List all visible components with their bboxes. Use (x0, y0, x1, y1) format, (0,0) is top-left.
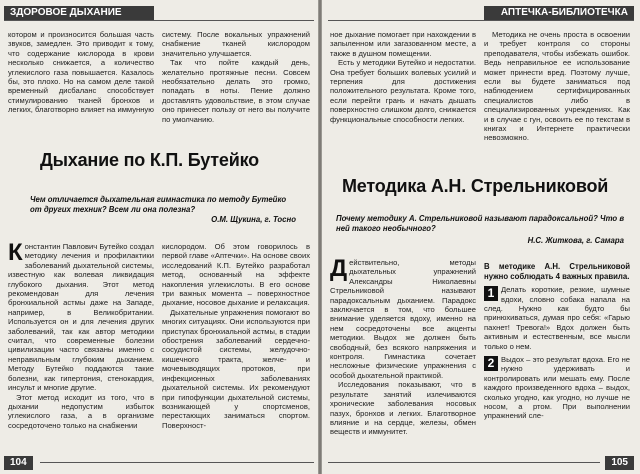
article-column-1 (8, 239, 154, 430)
page-number: 104 (4, 456, 33, 470)
paragraph: Этот метод исходит из того, что в дыхании недопустим избыток углекислого газа, а в организме сосредоточено только на снабжении (8, 392, 154, 430)
continued-text-column-2 (484, 30, 630, 143)
header-rule (4, 20, 314, 21)
paragraph: ное дыхание помогает при нахождении в запыленном или загазованном месте, а также в душном помещении. (330, 30, 476, 58)
header-rule (328, 20, 634, 21)
continued-text-column-1 (330, 30, 476, 124)
footer-rule (40, 462, 314, 463)
question-author: Н.С. Житкова, г. Самара (527, 236, 624, 245)
article-column-1 (330, 255, 476, 437)
question-author: О.М. Щукина, г. Тосно (211, 215, 296, 224)
rules-sidebar (484, 262, 630, 421)
section-header: ЗДОРОВОЕ ДЫХАНИЕ (4, 6, 154, 20)
section-header: АПТЕЧКА-БИБЛИОТЕЧКА (484, 6, 634, 20)
drop-cap: К (8, 239, 23, 266)
continued-text-column-2 (162, 30, 310, 124)
rule-text: Делать короткие, резкие, шумные вдохи, словно собака напала на след. Нужно как будто бы принюхиваться, думая про себя: «Гарью пахнет! Тревога!» Вдох должен быть активным и естественным, все мысли только о нем. (484, 285, 630, 351)
right-page (322, 0, 640, 474)
footer-rule (328, 462, 600, 463)
rule-text: Выдох – это результат вдоха. Его не нужно удерживать и контролировать или мешать ему. После каждого произведенного вдоха – выдох, сколько угодно, как угодно, но лучше не носом, а ртом. При выполнении упражнений сле- (484, 355, 630, 421)
page-number: 105 (605, 456, 634, 470)
continued-text-column-1 (8, 30, 154, 115)
article-title: Дыхание по К.П. Бутейко (40, 150, 259, 170)
paragraph: систему. После вокальных упражнений снабжение тканей кислородом значительно улучшается. (162, 30, 310, 58)
paragraph: котором и произносится большая часть звуков, замедлен. Это приводит к тому, что содержание кислорода в крови несколько снижается, а количество углекислого газа повышается. Казалось бы, это плохо. Но на самом деле такой временный дисбаланс способствует стимулированию тканей бронхов и легких, благотворно влияет на иммунную (8, 30, 154, 115)
rule-number-badge: 1 (484, 286, 498, 301)
rule-number-badge: 2 (484, 356, 498, 371)
left-page (0, 0, 318, 474)
paragraph: ействительно, методы дыхательных упражнений Александры Николаевны Стрельниковой называют парадоксальным дыханием. Парадокс заключается в том, что большее внимание уделяется вдоху, именно на нем сосредоточены все акценты методики. Выдох же должен быть свободный, без всякого напряжения и контроля. Гимнастика сочетает несложные физические упражнения с особой дыхательной практикой. (330, 258, 476, 380)
article-column-2 (162, 242, 310, 430)
paragraph: кислородом. Об этом говорилось в первой главе «Аптечки». На основе своих исследований К.П. Бутейко разработал метод, основанный на эффекте накопления углекислоты. В его основе три важных момента – поверхностное дыхание, носовое дыхание и релаксация. (162, 242, 310, 308)
reader-question: Чем отличается дыхательная гимнастика по методу Бутейко от других техник? Всем ли она полезна? (30, 195, 287, 214)
paragraph: Дыхательные упражнения помогают во многих ситуациях. Они используются при приступах бронхиальной астмы, в стадии обострения заболеваний сердечно-сосудистой системы, желудочно-кишечного тракта, желче- и мочевыводящих протоков, при инфекционных заболеваниях дыхательной системы. Их рекомендуют при гипофункции дыхательной системы, возникающей у спортсменов, перестающих заниматься спортом. Поверхност- (162, 307, 310, 430)
paragraph: онстантин Павлович Бутейко создал методику лечения и профилактики заболеваний дыхательной системы, известную как волевая ликвидация глубокого дыхания. Этот метод рекомендован для лечения бронхиальной астмы даже на Западе, например, в Великобритании. Используется он и для лечения других заболеваний, так как автор методики считал, что современные болезни цивилизации часто связаны именно с неправильным глубоким дыханием. Методу Бутейко поддаются такие болезни, как гипертония, стенокардия, инсульт и многие другие. (8, 242, 154, 393)
paragraph: Исследования показывают, что в результате занятий излечиваются хронические заболевания носовых пазух, бронхов и легких. Благотворное влияние и на сердце, железы, обмен веществ и иммунитет. (330, 380, 476, 437)
sidebar-heading: В методике А.Н. Стрельниковой нужно соблюдать 4 важных правила. (484, 262, 630, 281)
paragraph: Методика не очень проста в освоении и требует контроля со стороны преподавателя, чтобы избежать ошибок. Ведь неправильное ее использование может принести вред. Поэтому лучше, если вы будете заниматься под наблюдением сертифицированных специалистов либо в специализированных учреждениях. Как и в случае с гун, освоить ее по текстам в книгах и Интернете практически невозможно. (484, 30, 630, 143)
paragraph: Так что пойте каждый день, желательно протяжные песни. Совсем необязательно делать это громко, попадать в ноты. Пение должно доставлять удовольствие, в этом случае оно принесет пользу от него вы получите по умолчанию. (162, 58, 310, 124)
drop-cap: Д (330, 255, 348, 282)
article-title: Методика А.Н. Стрельниковой (342, 176, 609, 196)
reader-question: Почему методику А. Стрельниковой называют парадоксальной? Что в ней такого необычного? (336, 214, 625, 233)
paragraph: Есть у методики Бутейко и недостатки. Она требует больших волевых усилий и терпения для достижения положительного результата. Кроме того, если перейти грань и начать дышать поверхностно слишком долго, снижается функциональные способности легких. (330, 58, 476, 124)
